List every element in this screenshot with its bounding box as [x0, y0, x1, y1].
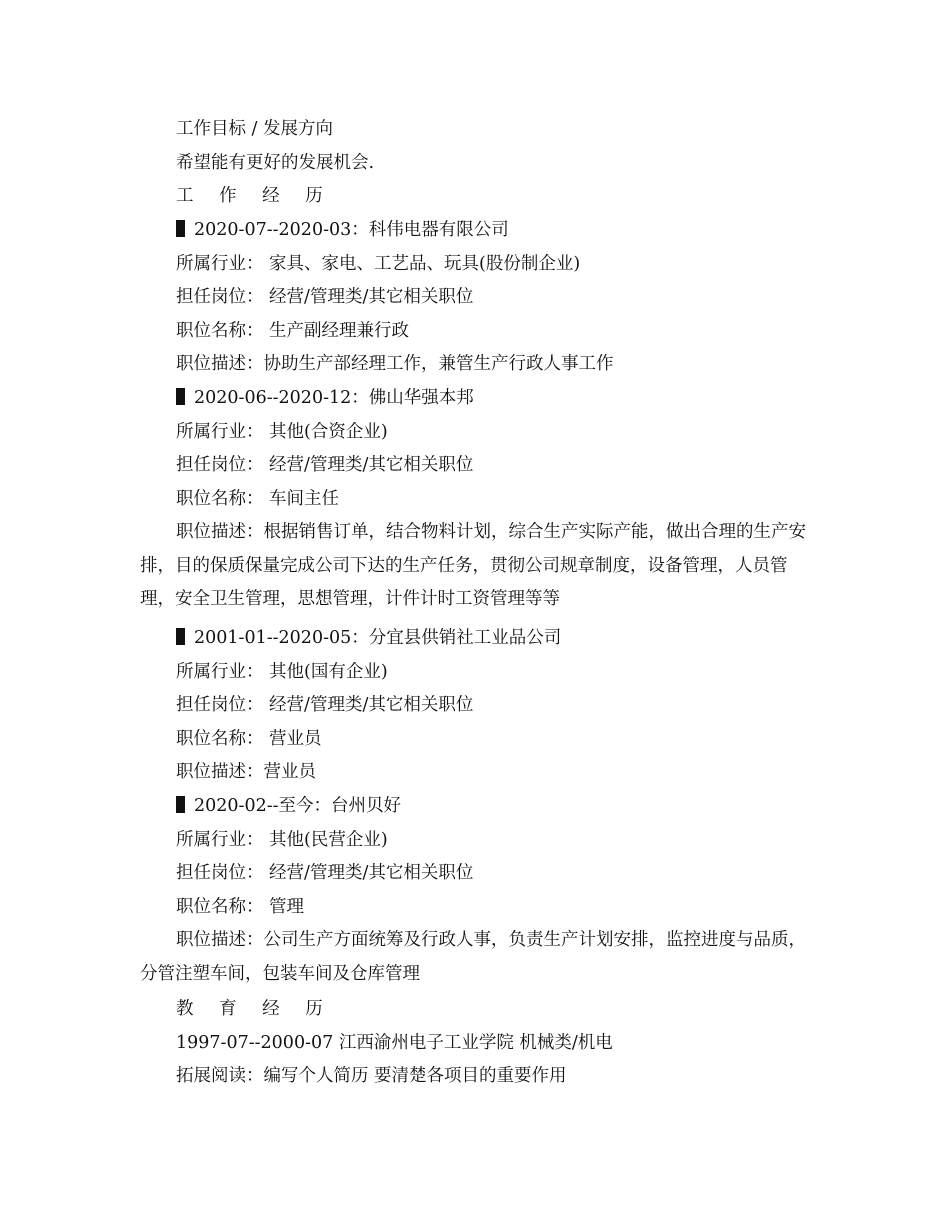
- work-experience-heading: 工 作 经 历: [176, 186, 333, 206]
- bullet-marker: [176, 796, 185, 813]
- job-industry: 所属行业： 其他(合资企业): [176, 422, 388, 442]
- job-title: 职位名称： 营业员: [176, 729, 322, 749]
- job-header-text: 2020-02--至今：台州贝好: [194, 796, 402, 816]
- extended-reading-link[interactable]: 拓展阅读：编写个人简历 要清楚各项目的重要作用: [176, 1066, 567, 1086]
- job-post: 担任岗位： 经营/管理类/其它相关职位: [176, 863, 474, 883]
- job-header: [140, 214, 820, 248]
- job-description: 职位描述：公司生产方面统筹及行政人事，负责生产计划安排，监控进度与品质，分管注塑车间，包装车间及仓库管理: [140, 930, 806, 984]
- job-industry: 所属行业： 其他(民营企业): [176, 830, 388, 850]
- job-header-text: 2001-01--2020-05：分宜县供销社工业品公司: [194, 628, 562, 648]
- education-entry: 1997-07--2000-07 江西渝州电子工业学院 机械类/机电: [176, 1033, 613, 1053]
- education-heading: 教 育 经 历: [176, 999, 333, 1019]
- job-industry: 所属行业： 家具、家电、工艺品、玩具(股份制企业): [176, 254, 581, 274]
- job-description: 职位描述：根据销售订单，结合物料计划，综合生产实际产能，做出合理的生产安排，目的保质保量完成公司下达的生产任务，贯彻公司规章制度，设备管理，人员管理，安全卫生管理，思想管理，计件计时工资管理等等: [140, 522, 806, 610]
- objective-text: 希望能有更好的发展机会.: [176, 153, 375, 173]
- job-header: [140, 382, 820, 416]
- job-title: 职位名称： 管理: [176, 897, 305, 917]
- job-header: [140, 622, 820, 656]
- bullet-marker: [176, 628, 185, 645]
- job-header-text: 2020-06--2020-12：佛山华强本邦: [194, 388, 474, 408]
- bullet-marker: [176, 220, 185, 237]
- job-title: 职位名称： 生产副经理兼行政: [176, 321, 410, 341]
- bullet-marker: [176, 388, 185, 405]
- job-header-text: 2020-07--2020-03：科伟电器有限公司: [194, 220, 509, 240]
- job-post: 担任岗位： 经营/管理类/其它相关职位: [176, 287, 474, 307]
- job-industry: 所属行业： 其他(国有企业): [176, 662, 388, 682]
- job-post: 担任岗位： 经营/管理类/其它相关职位: [176, 695, 474, 715]
- job-header: [140, 790, 820, 824]
- job-description: 职位描述：协助生产部经理工作，兼管生产行政人事工作: [176, 354, 614, 374]
- job-post: 担任岗位： 经营/管理类/其它相关职位: [176, 455, 474, 475]
- job-title: 职位名称： 车间主任: [176, 489, 340, 509]
- objective-heading: 工作目标 / 发展方向: [176, 119, 334, 139]
- job-description: 职位描述：营业员: [176, 762, 316, 782]
